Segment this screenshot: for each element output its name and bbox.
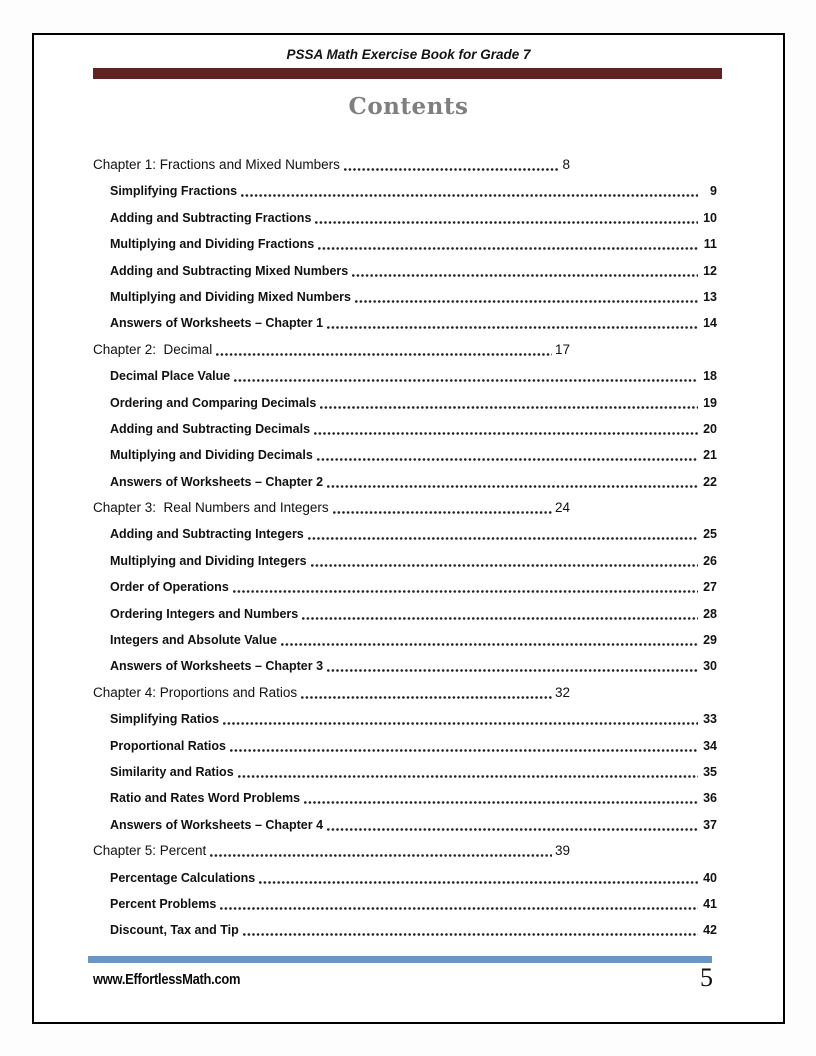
toc-leader-dots	[233, 590, 698, 593]
toc-leader-dots	[352, 274, 698, 277]
toc-leader-dots	[281, 643, 698, 646]
toc-leader-dots	[311, 564, 698, 567]
toc-entry-page: 32	[554, 684, 570, 700]
toc-entry-page: 9	[710, 184, 717, 199]
toc-entry	[110, 658, 717, 674]
page-frame	[32, 33, 785, 1024]
toc-entry	[93, 342, 570, 358]
toc-entry-page: 34	[703, 738, 717, 753]
toc-entry	[110, 183, 717, 199]
toc-entry-label: Adding and Subtracting Mixed Numbers	[110, 263, 349, 278]
toc-entry-page: 13	[703, 289, 717, 304]
toc-entry-label: Adding and Subtracting Fractions	[110, 210, 312, 225]
toc-entry-page: 42	[703, 923, 717, 938]
toc-entry-label: Discount, Tax and Tip	[110, 923, 239, 938]
toc-entry-label: Chapter 2: Decimal	[93, 341, 213, 357]
toc-leader-dots	[333, 511, 552, 514]
toc-entry-page: 22	[703, 474, 717, 489]
toc-entry-label: Multiplying and Dividing Decimals	[110, 448, 313, 463]
toc-entry	[93, 157, 570, 173]
toc-entry	[110, 817, 717, 833]
toc-entry-page: 20	[703, 421, 717, 436]
toc-entry-label: Simplifying Ratios	[110, 712, 220, 727]
toc-entry-label: Answers of Worksheets – Chapter 2	[110, 474, 324, 489]
toc-entry	[110, 526, 717, 542]
toc-entry-label: Percentage Calculations	[110, 870, 256, 885]
toc-entry-label: Ratio and Rates Word Problems	[110, 791, 301, 806]
toc-entry-page: 28	[703, 606, 717, 621]
toc-leader-dots	[317, 458, 698, 461]
toc-leader-dots	[230, 749, 698, 752]
toc-entry-label: Adding and Subtracting Decimals	[110, 421, 311, 436]
toc-entry-label: Chapter 5: Percent	[93, 843, 207, 859]
footer-rule	[88, 956, 712, 963]
toc-leader-dots	[327, 326, 698, 329]
toc-entry-page: 14	[703, 316, 717, 331]
toc-leader-dots	[302, 617, 698, 620]
toc-entry	[93, 500, 570, 516]
toc-entry	[93, 843, 570, 859]
toc-entry	[110, 790, 717, 806]
toc-leader-dots	[223, 722, 698, 725]
toc-entry	[110, 289, 717, 305]
toc-entry	[110, 711, 717, 727]
toc-entry-page: 21	[703, 448, 717, 463]
toc-entry-label: Chapter 1: Fractions and Mixed Numbers	[93, 157, 340, 172]
toc-entry-page: 12	[703, 263, 717, 278]
toc-entry-label: Answers of Worksheets – Chapter 3	[110, 659, 324, 674]
page-header-title: PSSA Math Exercise Book for Grade 7	[286, 47, 531, 62]
toc-leader-dots	[308, 537, 698, 540]
toc-leader-dots	[327, 828, 698, 831]
toc-leader-dots	[238, 775, 698, 778]
toc-entry	[110, 606, 717, 622]
toc-leader-dots	[327, 485, 698, 488]
toc-entry-page: 39	[554, 843, 570, 859]
toc-leader-dots	[220, 907, 698, 910]
toc-entry-label: Multiplying and Dividing Fractions	[110, 237, 315, 252]
toc-leader-dots	[327, 669, 698, 672]
toc-entry-page: 40	[703, 870, 717, 885]
toc-entry-page: 29	[703, 633, 717, 648]
footer-website-link: www.EffortlessMath.com	[93, 971, 241, 988]
toc-leader-dots	[243, 933, 698, 936]
toc-entry	[110, 210, 717, 226]
toc-entry	[110, 922, 717, 938]
toc-entry-label: Ordering Integers and Numbers	[110, 606, 299, 621]
toc-entry	[110, 421, 717, 437]
toc-entry-label: Adding and Subtracting Integers	[110, 527, 304, 542]
toc-entry	[110, 395, 717, 411]
toc-entry-page: 36	[703, 791, 717, 806]
toc-entry-page: 8	[562, 157, 570, 172]
toc-leader-dots	[259, 881, 698, 884]
toc-entry	[110, 870, 717, 886]
toc-leader-dots	[234, 379, 698, 382]
toc-entry-label: Integers and Absolute Value	[110, 633, 277, 648]
toc-entry-page: 17	[554, 341, 570, 357]
toc-entry	[110, 474, 717, 490]
toc-entry	[110, 553, 717, 569]
toc-entry-label: Ordering and Comparing Decimals	[110, 395, 317, 410]
toc-entry-label: Percent Problems	[110, 896, 217, 911]
toc-leader-dots	[304, 801, 698, 804]
toc-entry-label: Similarity and Ratios	[110, 764, 234, 779]
toc-leader-dots	[344, 168, 560, 171]
toc-entry-page: 24	[554, 500, 570, 516]
toc-entry-page: 10	[703, 210, 717, 225]
toc-entry-label: Decimal Place Value	[110, 369, 231, 384]
toc-entry-label: Multiplying and Dividing Mixed Numbers	[110, 289, 351, 304]
toc-entry-label: Chapter 4: Proportions and Ratios	[93, 684, 298, 700]
toc-entry-page: 35	[703, 764, 717, 779]
toc-entry-label: Answers of Worksheets – Chapter 4	[110, 817, 324, 832]
toc-entry-label: Answers of Worksheets – Chapter 1	[110, 316, 324, 331]
toc-entry	[110, 368, 717, 384]
toc-entry-page: 30	[703, 659, 717, 674]
toc-entry-page: 41	[703, 896, 717, 911]
toc-leader-dots	[210, 854, 552, 857]
toc-entry	[110, 738, 717, 754]
toc-entry	[110, 632, 717, 648]
toc-entry	[110, 236, 717, 252]
toc-leader-dots	[320, 406, 698, 409]
toc-entry-label: Chapter 3: Real Numbers and Integers	[93, 500, 329, 516]
toc-entry-page: 25	[703, 527, 717, 542]
toc-entry-label: Proportional Ratios	[110, 738, 226, 753]
toc-entry	[110, 896, 717, 912]
toc-entry	[93, 685, 570, 701]
toc-entry-page: 37	[703, 817, 717, 832]
toc-entry	[110, 315, 717, 331]
toc-leader-dots	[318, 247, 698, 250]
toc-entry	[110, 764, 717, 780]
toc-entry-page: 18	[703, 369, 717, 384]
toc-leader-dots	[314, 432, 698, 435]
toc-leader-dots	[216, 353, 552, 356]
toc-entry-page: 33	[703, 712, 717, 727]
toc-entry-label: Multiplying and Dividing Integers	[110, 553, 307, 568]
toc-leader-dots	[241, 194, 698, 197]
toc-entry-label: Simplifying Fractions	[110, 184, 238, 199]
toc-entry-page: 26	[703, 553, 717, 568]
toc-leader-dots	[355, 300, 698, 303]
footer-page-number: 5	[700, 963, 713, 992]
toc-entry-page: 27	[703, 580, 717, 595]
toc-entry-page: 11	[703, 237, 717, 252]
table-of-contents	[93, 157, 717, 949]
toc-entry	[110, 263, 717, 279]
toc-entry	[110, 579, 717, 595]
toc-entry-page: 19	[703, 395, 717, 410]
toc-leader-dots	[315, 221, 698, 224]
toc-entry-label: Order of Operations	[110, 580, 229, 595]
contents-title: Contents	[348, 93, 469, 120]
header-rule	[93, 68, 722, 79]
toc-entry	[110, 447, 717, 463]
toc-leader-dots	[301, 696, 552, 699]
